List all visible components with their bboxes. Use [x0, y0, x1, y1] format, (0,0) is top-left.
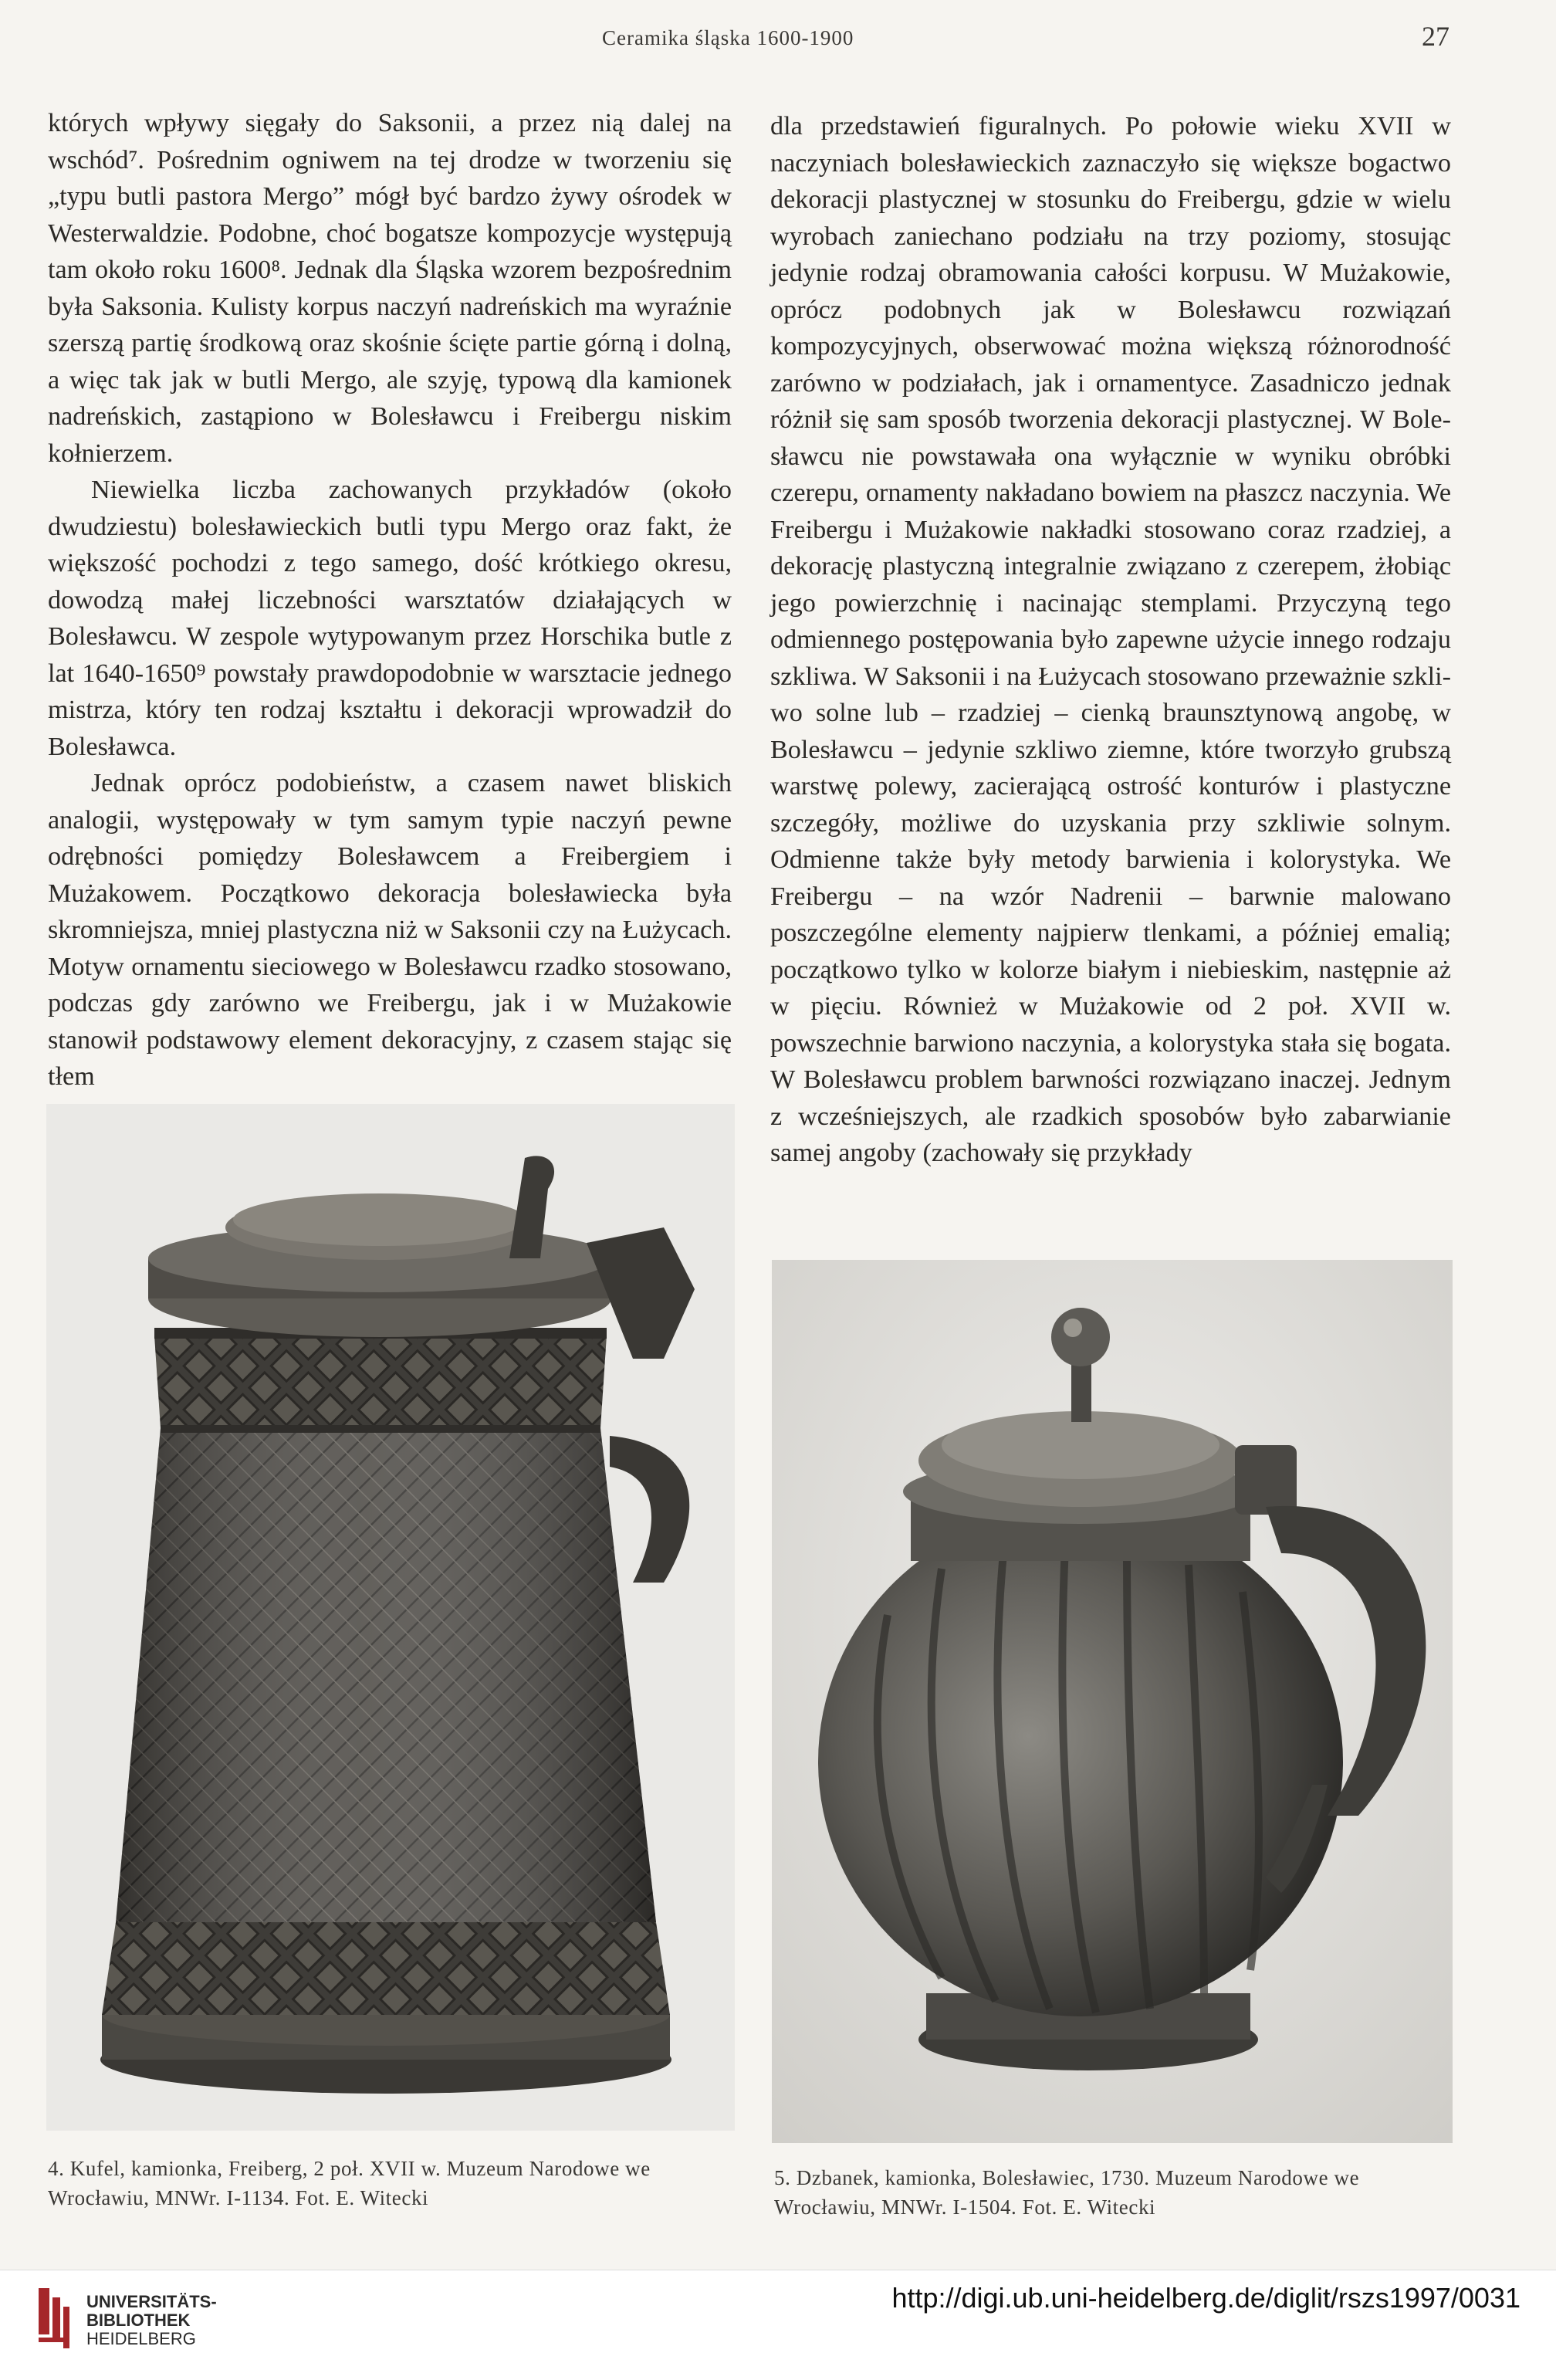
- tankard-photo: [46, 1104, 735, 2131]
- left-paragraph-3: Jednak oprócz podobieństw, a czasem nawet bliskich analogii, występowały w tym samym typie naczyń pewne odrębności pomiędzy Bolesławcem a Freibergiem i Mużakowem. Początkowo dekoracja bolesławiecka była skromniejsza, mniej plastyczna niż w Saksonii czy na Łużycach. Motyw ornamentu sieciowego w Bolesławcu rzadko stosowano, podczas gdy zarówno we Freibergu, jak i w Mużakowie stanowił podstawowy element dekoracyjny, z czasem stając się tłem: [48, 769, 732, 1091]
- figure-4-caption: 4. Kufel, kamionka, Freiberg, 2 poł. XVII w. Muzeum Narodowe we Wrocławiu, MNWr. I-1134. Fot. E. Witecki: [48, 2157, 651, 2209]
- left-paragraph-1: których wpływy sięgały do Saksonii, a przez nią dalej na wschód⁷. Pośrednim ogniwem na tej drodze w tworzeniu się „typu butli pastora Mergo” mógł być bardzo żywy ośrodek w Westerwaldzie. Podobne, choć bogatsze kompozycje występują tam około roku 1600⁸. Jednak dla Śląska wzorem bezpośrednim była Saksonia. Kulisty korpus naczyń nadreńskich ma wyraźnie szerszą partię środkową oraz skośnie ścięte partie górną i dolną, a więc tak jak w butli Mergo, ale szyję, typową dla kamionek nadreńskich, zastąpiono w Bolesławcu i Freibergu niskim kołnierzem.: [48, 109, 732, 468]
- library-name-line2: BIBLIOTHEK: [86, 2311, 191, 2330]
- running-head: Ceramika śląska 1600-1900: [602, 26, 854, 49]
- tankard-illustration: [46, 1104, 735, 2131]
- page-number: 27: [1422, 21, 1449, 52]
- figure-5-caption: 5. Dzbanek, kamionka, Bolesławiec, 1730. Muzeum Narodowe we Wrocławiu, MNWr. I-1504. Fot. E. Witecki: [774, 2166, 1360, 2219]
- jug-illustration: [772, 1260, 1453, 2143]
- library-name-line3: HEIDELBERG: [86, 2329, 196, 2348]
- right-text-column: [770, 108, 1451, 1172]
- library-name-line1: UNIVERSITÄTS-: [86, 2292, 217, 2311]
- library-logo-icon: [36, 2284, 76, 2361]
- document-url[interactable]: http://digi.ub.uni-heidelberg.de/diglit/rszs1997/0031: [891, 2282, 1520, 2314]
- jug-photo: [772, 1260, 1453, 2143]
- left-text-column: [48, 105, 732, 1095]
- library-name: [86, 2293, 217, 2348]
- left-paragraph-2: Niewielka liczba zachowanych przykładów (około dwudziestu) bolesławieckich butli typu Mergo oraz fakt, że większość pochodzi z tego samego, dość krótkiego okresu, dowodzą małej liczebności warsztatów działających w Bolesławcu. W zespole wytypowanym przez Horschika butle z lat 1640-1650⁹ powstały prawdopodobnie w warsztacie jednego mistrza, który ten rodzaj kształtu i dekoracji wprowadził do Bolesławca.: [48, 476, 732, 761]
- right-paragraph-1: dla przedstawień figuralnych. Po połowie wieku XVII w naczyniach bolesławieckich zaznaczyło się większe bogactwo dekoracji plastycznej w stosunku do Freibergu, gdzie w wielu wyrobach zaniechano podziału na trzy poziomy, stosując jedynie rodzaj obramowania całości korpusu. W Mużakowie, oprócz podobnych jak w Bolesławcu rozwiązań kompozycyjnych, obserwować można większą różnorodność zarówno w podziałach, jak i ornamentyce. Zasadniczo jednak różnił się sam sposób tworzenia dekoracji plastycznej. W Bolesławcu nie powstawała ona wyłącznie w wyniku obróbki czerepu, ornamenty nakładano bowiem na płaszcz naczynia. We Freibergu i Mużakowie nakładki stosowano coraz rzadziej, a dekorację plastyczną integralnie związano z czerepem, żłobiąc jego powierzchnię i nacinając stemplami. Przyczyną tego odmiennego postępowania było zapewne użycie innego rodzaju szkliwa. W Saksonii i na Łużycach stosowano przeważnie szkliwo solne lub – rzadziej – cienką braunsztynową angobę, w Bolesławcu – jedynie szkliwo ziemne, które tworzyło grubszą warstwę polewy, zacierającą ostrość konturów i plastyczne szczegóły, możliwe do uzyskania przy szkliwie solnym. Odmienne także były metody barwienia i kolorystyka. We Freibergu – na wzór Nadrenii – barwnie malowano poszczególne elementy najpierw tlenkami, a później emalią; początkowo tylko w kolorze białym i niebieskim, następnie aż w pięciu. Również w Mużakowie od 2 poł. XVII w. powszechnie barwiono naczynia, a kolorystyka stała się bogata. W Bolesławcu problem barwności rozwiązano inaczej. Jednym z wcześniejszych, ale rzadkich sposobów było zabarwianie samej angoby (zachowały się przykłady: [770, 112, 1451, 1167]
